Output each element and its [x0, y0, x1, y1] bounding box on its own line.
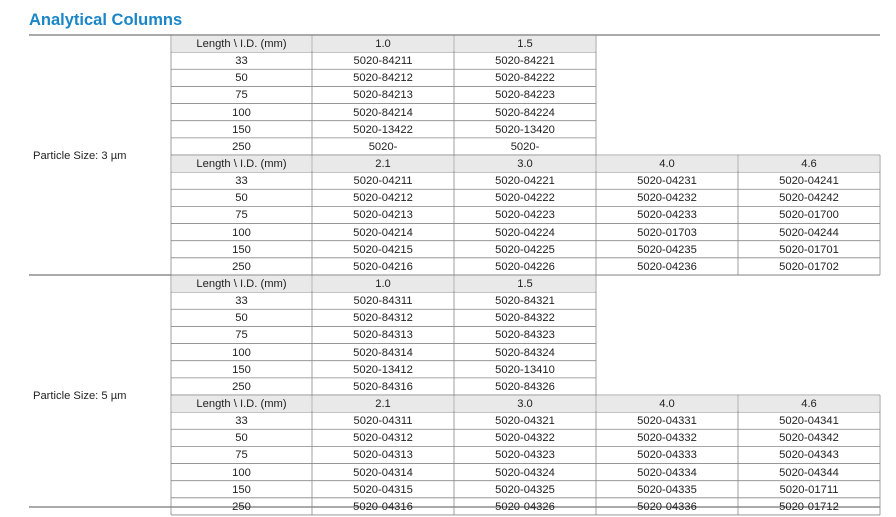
- part-number-cell: 5020-04313: [353, 449, 413, 462]
- row-length-cell: 75: [235, 209, 248, 222]
- part-number-cell: 5020-04331: [637, 415, 697, 428]
- part-number-cell: 5020-13412: [353, 363, 413, 376]
- part-number-cell: 5020-04213: [353, 209, 413, 222]
- part-number-cell: 5020-01703: [637, 226, 697, 239]
- part-number-cell: 5020-84223: [495, 89, 555, 102]
- part-number-cell: 5020-13422: [353, 123, 413, 136]
- particle-size-label: Particle Size: 3 µm: [33, 150, 127, 162]
- row-length-cell: 150: [232, 123, 251, 136]
- part-number-cell: 5020-04221: [495, 175, 555, 188]
- column-header-id: 4.6: [739, 396, 879, 412]
- part-number-cell: 5020-01701: [779, 243, 839, 256]
- part-number-cell: 5020-84213: [353, 89, 413, 102]
- row-length-cell: 50: [235, 72, 248, 85]
- row-length-cell: 250: [232, 140, 251, 153]
- row-length-cell: 250: [232, 380, 251, 393]
- column-header-id: 3.0: [455, 396, 595, 412]
- part-number-cell: 5020-04341: [779, 415, 839, 428]
- length-id-header: Length \ I.D. (mm): [172, 276, 311, 292]
- part-number-cell: 5020-04333: [637, 449, 697, 462]
- row-length-cell: 33: [235, 415, 248, 428]
- part-number-cell: 5020-04321: [495, 415, 555, 428]
- row-length-cell: 75: [235, 449, 248, 462]
- part-number-cell: 5020-13410: [495, 363, 555, 376]
- part-number-cell: 5020-84211: [353, 55, 413, 68]
- column-header-id: 4.0: [597, 396, 737, 412]
- length-id-header: Length \ I.D. (mm): [172, 396, 311, 412]
- row-length-cell: 50: [235, 432, 248, 445]
- part-number-cell: 5020-04335: [637, 483, 697, 496]
- part-number-cell: 5020-01700: [779, 209, 839, 222]
- part-number-cell: 5020-04312: [353, 432, 413, 445]
- length-id-header: Length \ I.D. (mm): [172, 36, 311, 52]
- part-number-cell: 5020-84322: [495, 312, 555, 325]
- part-number-cell: 5020-04325: [495, 483, 555, 496]
- row-length-cell: 50: [235, 192, 248, 205]
- part-number-cell: 5020-04212: [353, 192, 413, 205]
- row-length-cell: 250: [232, 500, 251, 513]
- column-header-id: 4.0: [597, 156, 737, 172]
- part-number-cell: 5020-04315: [353, 483, 413, 496]
- column-header-id: 2.1: [313, 396, 453, 412]
- part-number-cell: 5020-04216: [353, 260, 413, 273]
- row-length-cell: 100: [232, 346, 251, 359]
- part-number-cell: 5020-01712: [779, 500, 839, 513]
- part-number-cell: 5020-: [368, 140, 398, 153]
- part-number-cell: 5020-04323: [495, 449, 555, 462]
- part-number-cell: 5020-04235: [637, 243, 697, 256]
- part-number-cell: 5020-84314: [353, 346, 413, 359]
- row-length-cell: 100: [232, 106, 251, 119]
- column-header-id: 4.6: [739, 156, 879, 172]
- part-number-cell: 5020-04236: [637, 260, 697, 273]
- part-number-cell: 5020-04223: [495, 209, 555, 222]
- part-number-cell: 5020-04334: [637, 466, 697, 479]
- part-number-cell: 5020-04311: [353, 415, 413, 428]
- part-number-cell: 5020-84222: [495, 72, 555, 85]
- part-number-cell: 5020-04244: [779, 226, 839, 239]
- part-number-cell: 5020-04326: [495, 500, 555, 513]
- part-number-cell: 5020-84221: [495, 55, 555, 68]
- row-length-cell: 33: [235, 175, 248, 188]
- row-length-cell: 150: [232, 483, 251, 496]
- part-number-cell: 5020-04343: [779, 449, 839, 462]
- part-number-cell: 5020-84316: [353, 380, 413, 393]
- part-number-cell: 5020-13420: [495, 123, 555, 136]
- part-number-cell: 5020-04225: [495, 243, 555, 256]
- column-header-id: 2.1: [313, 156, 453, 172]
- part-number-cell: 5020-04314: [353, 466, 413, 479]
- part-number-cell: 5020-01702: [779, 260, 839, 273]
- part-number-cell: 5020-04215: [353, 243, 413, 256]
- row-length-cell: 100: [232, 466, 251, 479]
- part-number-cell: 5020-04231: [637, 175, 697, 188]
- column-header-id: 1.5: [455, 276, 595, 292]
- row-length-cell: 50: [235, 312, 248, 325]
- part-number-cell: 5020-04233: [637, 209, 697, 222]
- column-header-id: 3.0: [455, 156, 595, 172]
- row-length-cell: 33: [235, 55, 248, 68]
- row-length-cell: 100: [232, 226, 251, 239]
- row-length-cell: 75: [235, 89, 248, 102]
- part-number-cell: 5020-84312: [353, 312, 413, 325]
- part-number-cell: 5020-84212: [353, 72, 413, 85]
- column-header-id: 1.0: [313, 36, 453, 52]
- length-id-header: Length \ I.D. (mm): [172, 156, 311, 172]
- part-number-cell: 5020-04241: [779, 175, 839, 188]
- part-number-cell: 5020-04342: [779, 432, 839, 445]
- particle-size-label: Particle Size: 5 µm: [33, 390, 127, 402]
- part-number-cell: 5020-04316: [353, 500, 413, 513]
- row-length-cell: 75: [235, 329, 248, 342]
- part-number-cell: 5020-04224: [495, 226, 555, 239]
- part-number-cell: 5020-04344: [779, 466, 839, 479]
- part-number-cell: 5020-84321: [495, 295, 555, 308]
- part-number-cell: 5020-84224: [495, 106, 555, 119]
- column-header-id: 1.5: [455, 36, 595, 52]
- part-number-cell: 5020-84311: [353, 295, 413, 308]
- row-length-cell: 150: [232, 363, 251, 376]
- part-number-cell: 5020-04322: [495, 432, 555, 445]
- part-number-cell: 5020-04222: [495, 192, 555, 205]
- part-number-cell: 5020-84214: [353, 106, 413, 119]
- page-title: Analytical Columns: [29, 11, 183, 29]
- part-number-cell: 5020-04232: [637, 192, 697, 205]
- row-length-cell: 33: [235, 295, 248, 308]
- part-number-cell: 5020-04214: [353, 226, 413, 239]
- part-number-cell: 5020-04336: [637, 500, 697, 513]
- part-number-cell: 5020-: [510, 140, 540, 153]
- part-number-cell: 5020-04211: [353, 175, 413, 188]
- column-header-id: 1.0: [313, 276, 453, 292]
- part-number-cell: 5020-04242: [779, 192, 839, 205]
- part-number-cell: 5020-01711: [779, 483, 839, 496]
- row-length-cell: 150: [232, 243, 251, 256]
- part-number-cell: 5020-84313: [353, 329, 413, 342]
- part-number-cell: 5020-04324: [495, 466, 555, 479]
- part-number-cell: 5020-84326: [495, 380, 555, 393]
- row-length-cell: 250: [232, 260, 251, 273]
- part-number-cell: 5020-04226: [495, 260, 555, 273]
- part-number-cell: 5020-04332: [637, 432, 697, 445]
- part-number-cell: 5020-84323: [495, 329, 555, 342]
- part-number-cell: 5020-84324: [495, 346, 555, 359]
